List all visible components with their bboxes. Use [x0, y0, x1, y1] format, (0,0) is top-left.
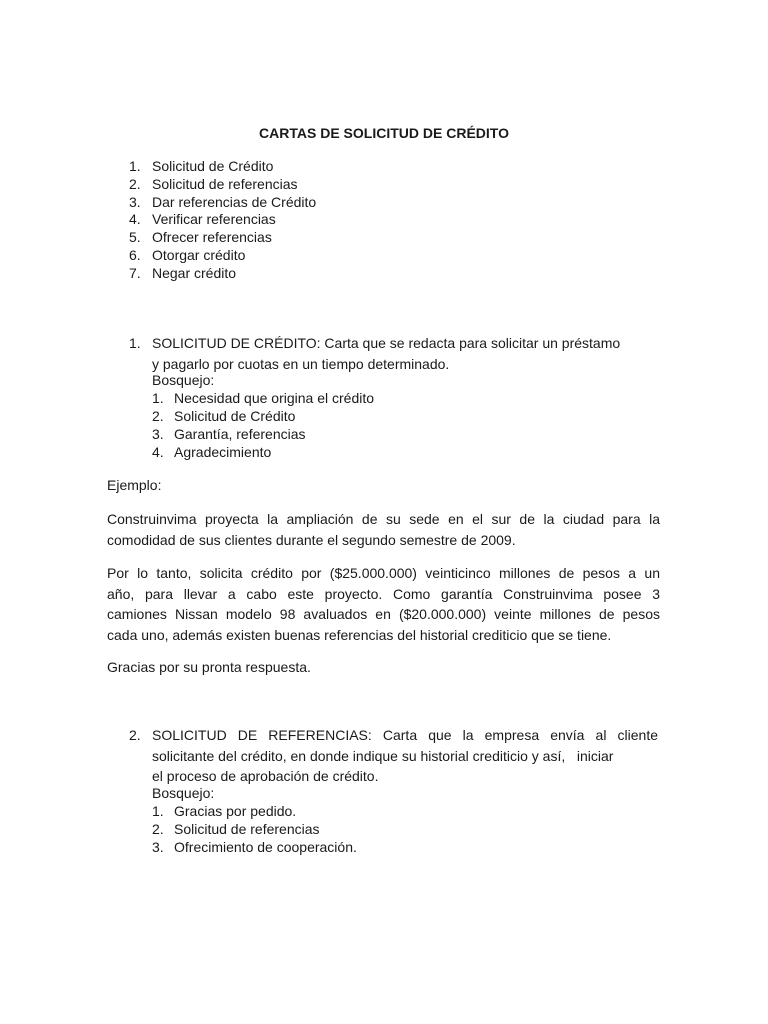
list-item: 4. Verificar referencias: [129, 211, 276, 228]
list-item: 7. Negar crédito: [129, 264, 237, 281]
section-number: 1.: [129, 335, 141, 351]
list-item: 3. Dar referencias de Crédito: [129, 193, 317, 210]
section-text-line: SOLICITUD DE REFERENCIAS: Carta que la empresa envía al cliente: [152, 727, 658, 743]
section-text-line: SOLICITUD DE CRÉDITO: Carta que se redacta para solicitar un préstamo: [152, 335, 621, 351]
document-title: CARTAS DE SOLICITUD DE CRÉDITO: [259, 125, 509, 141]
bosquejo-label: Bosquejo:: [152, 372, 215, 388]
section-text-line: solicitante del crédito, en donde indique su historial crediticio y así, iniciar: [152, 747, 614, 764]
toc-list: [129, 158, 317, 283]
list-item: 6. Otorgar crédito: [129, 246, 246, 263]
list-item: 2. Solicitud de Crédito: [152, 408, 296, 424]
bosquejo-list: [152, 802, 658, 856]
list-item: 1. Solicitud de Crédito: [129, 158, 274, 174]
list-item: 1. Necesidad que origina el crédito: [152, 390, 375, 406]
list-item: 1. Gracias por pedido.: [152, 802, 297, 819]
paragraph: Construinvima proyecta la ampliación de su sede en el sur de la ciudad para la comodidad de sus clientes durante el segundo semestre de 2009.: [107, 511, 660, 548]
bosquejo-label: Bosquejo:: [152, 784, 215, 801]
list-item: 3. Garantía, referencias: [152, 426, 306, 442]
example-label: Ejemplo:: [107, 477, 162, 493]
list-item: 3. Ofrecimiento de cooperación.: [152, 838, 357, 855]
bosquejo-list: [152, 389, 658, 461]
list-item: 4. Agradecimiento: [152, 444, 272, 460]
section-number: 2.: [129, 727, 141, 743]
section-text-line: el proceso de aprobación de crédito.: [152, 768, 379, 784]
section-solicitud-referencias: [129, 725, 658, 856]
paragraph: Por lo tanto, solicita crédito por ($25.000.000) veinticinco millones de pesos a un año, para llevar a cabo este proyecto. Como garantía Construinvima posee 3 camiones Nissan modelo 98 avaluados en ($20.000.000) veinte millones de pesos cada uno, además existen buenas referencias del historial crediticio que se tiene.: [107, 565, 660, 643]
section-solicitud-credito: [129, 333, 658, 461]
section-text-line: y pagarlo por cuotas en un tiempo determinado.: [152, 355, 450, 372]
list-item: 2. Solicitud de referencias: [129, 175, 298, 192]
list-item: 2. Solicitud de referencias: [152, 820, 320, 837]
paragraph: Gracias por su pronta respuesta.: [107, 659, 311, 675]
list-item: 5. Ofrecer referencias: [129, 229, 272, 246]
